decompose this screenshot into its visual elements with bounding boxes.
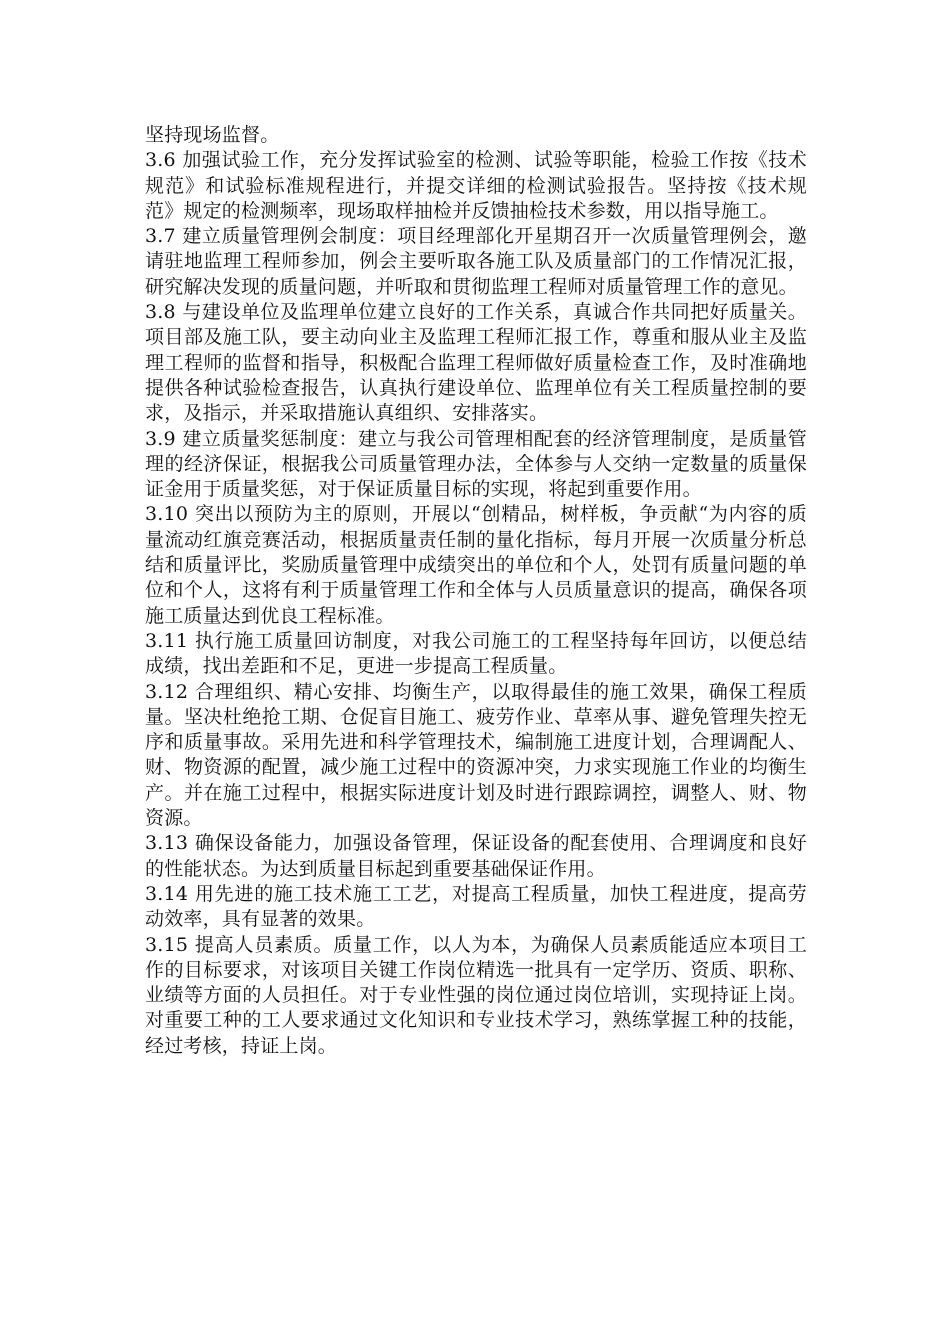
document-body	[145, 123, 807, 1059]
paragraph-3-6: 3.6 加强试验工作，充分发挥试验室的检测、试验等职能，检验工作按《技术规范》和试验标准规程进行，并提交详细的检测试验报告。坚持按《技术规范》规定的检测频率，现场取样抽检并反馈抽检技术参数，用以指导施工。	[145, 149, 807, 222]
paragraph-3-8: 3.8 与建设单位及监理单位建立良好的工作关系，真诚合作共同把好质量关。项目部及施工队，要主动向业主及监理工程师汇报工作，尊重和服从业主及监理工程师的监督和指导，积极配合监理工程师做好质量检查工作，及时准确地提供各种试验检查报告，认真执行建设单位、监理单位有关工程质量控制的要求，及指示，并采取措施认真组织、安排落实。	[145, 301, 807, 425]
paragraph-continuation: 坚持现场监督。	[145, 124, 280, 146]
paragraph-3-11: 3.11 执行施工质量回访制度，对我公司施工的工程坚持每年回访，以便总结成绩，找出差距和不足，更进一步提高工程质量。	[145, 629, 807, 678]
paragraph-3-10: 3.10 突出以预防为主的原则，开展以“创精品，树样板，争贡献“为内容的质量流动红旗竞赛活动，根据质量责任制的量化指标，每月开展一次质量分析总结和质量评比，奖励质量管理中成绩突出的单位和个人，处罚有质量问题的单位和个人，这将有利于质量管理工作和全体与人员质量意识的提高，确保各项施工质量达到优良工程标准。	[145, 503, 807, 627]
paragraph-3-14: 3.14 用先进的施工技术施工工艺，对提高工程质量，加快工程进度，提高劳动效率，具有显著的效果。	[145, 882, 807, 931]
paragraph-3-7: 3.7 建立质量管理例会制度：项目经理部化开星期召开一次质量管理例会，邀请驻地监理工程师参加，例会主要听取各施工队及质量部门的工作情况汇报，研究解决发现的质量问题，并听取和贯彻监理工程师对质量管理工作的意见。	[145, 225, 807, 298]
paragraph-3-12: 3.12 合理组织、精心安排、均衡生产，以取得最佳的施工效果，确保工程质量。坚决杜绝抢工期、仓促盲目施工、疲劳作业、草率从事、避免管理失控无序和质量事故。采用先进和科学管理技术，编制施工进度计划，合理调配人、财、物资源的配置，减少施工过程中的资源冲突，力求实现施工作业的均衡生产。并在施工过程中，根据实际进度计划及时进行跟踪调控，调整人、财、物资源。	[145, 680, 807, 830]
paragraph-3-15: 3.15 提高人员素质。质量工作，以人为本，为确保人员素质能适应本项目工作的目标要求，对该项目关键工作岗位精选一批具有一定学历、资质、职称、业绩等方面的人员担任。对于专业性强的岗位通过岗位培训，实现持证上岗。对重要工种的工人要求通过文化知识和专业技术学习，熟练掌握工种的技能，经过考核，持证上岗。	[145, 933, 807, 1057]
paragraph-3-13: 3.13 确保设备能力，加强设备管理，保证设备的配套使用、合理调度和良好的性能状态。为达到质量目标起到重要基础保证作用。	[145, 832, 807, 880]
paragraph-3-9: 3.9 建立质量奖惩制度：建立与我公司管理相配套的经济管理制度，是质量管理的经济保证，根据我公司质量管理办法，全体参与人交纳一定数量的质量保证金用于质量奖惩，对于保证质量目标的实现，将起到重要作用。	[145, 427, 807, 501]
